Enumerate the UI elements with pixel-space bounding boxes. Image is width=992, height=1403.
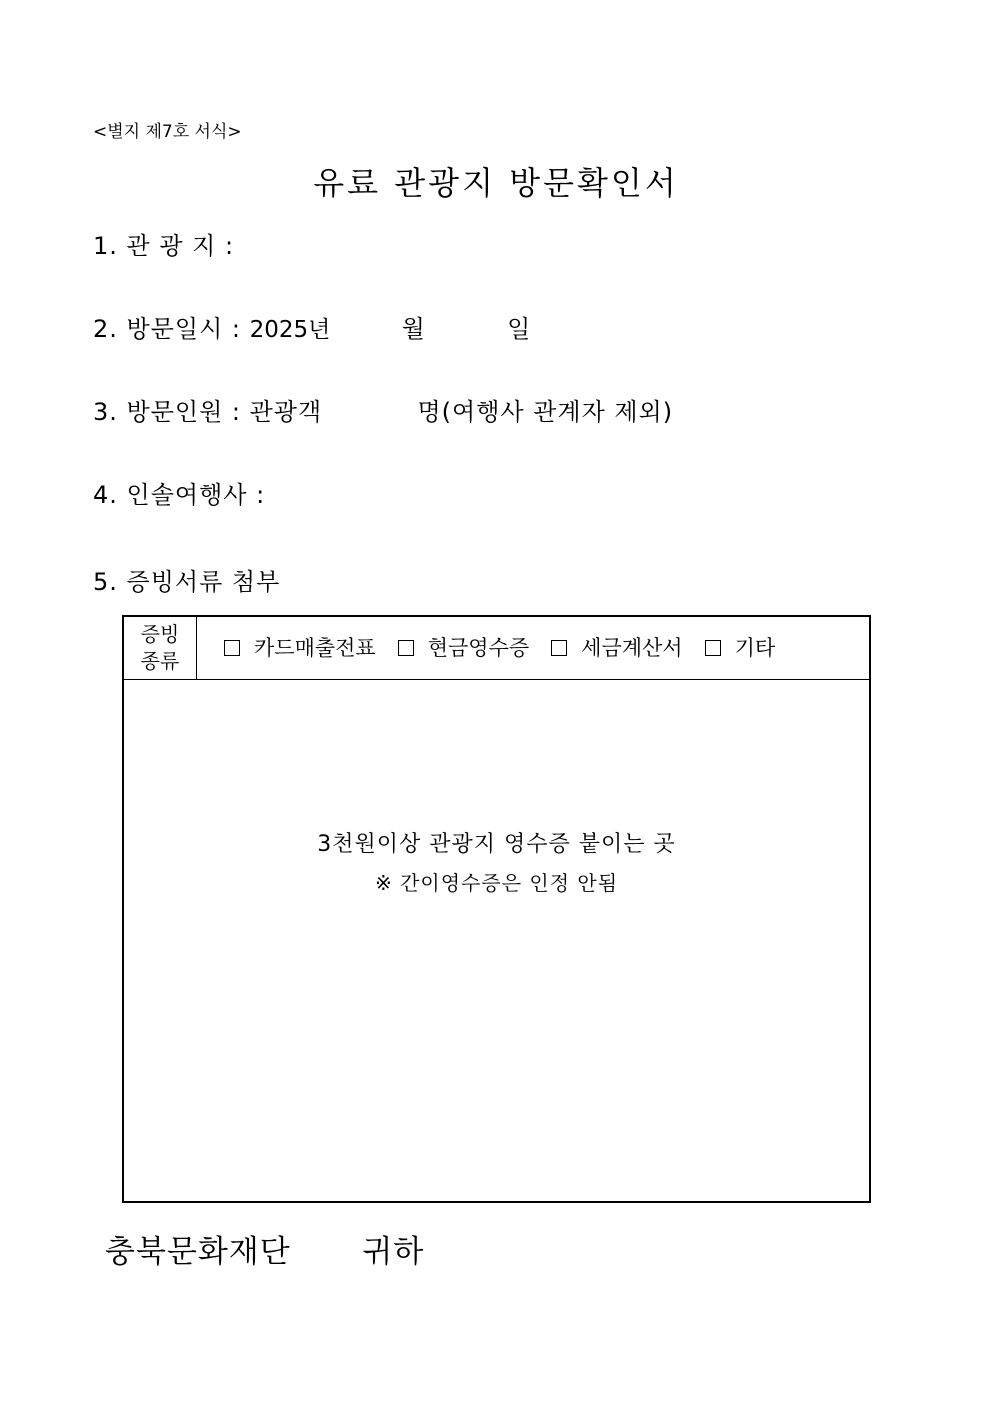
field-agency [93, 475, 265, 510]
option-tax-invoice[interactable] [551, 632, 682, 662]
checkbox-icon[interactable] [705, 640, 721, 656]
option-label: 세금계산서 [581, 636, 683, 660]
option-other[interactable] [705, 632, 776, 662]
checkbox-icon[interactable] [551, 640, 567, 656]
addressee-suffix: 귀하 [362, 1234, 425, 1270]
evidence-type-label-line1: 증빙 [140, 622, 180, 646]
evidence-type-label-line2: 종류 [140, 649, 180, 673]
field-documents [93, 562, 280, 597]
visitor-unit: 명(여행사 관계자 제외) [417, 398, 674, 426]
evidence-options [224, 632, 775, 662]
visit-year: 2025년 [249, 317, 331, 343]
field-site [93, 226, 234, 261]
option-label: 카드매출전표 [254, 636, 376, 660]
field-site-label: 1. 관 광 지 : [93, 232, 235, 260]
field-visit-date-label: 2. 방문일시 : [93, 315, 241, 343]
field-visitors [93, 392, 673, 427]
field-agency-label: 4. 인솔여행사 : [93, 481, 266, 509]
visit-day: 일 [507, 315, 532, 343]
evidence-box [122, 615, 871, 1203]
visit-month: 월 [401, 315, 426, 343]
document-title: 유료 관광지 방문확인서 [313, 164, 679, 202]
visitor-kind: 관광객 [249, 398, 323, 426]
receipt-area-note: 3천원이상 관광지 영수증 붙이는 곳 [317, 832, 676, 857]
evidence-type-label [124, 617, 197, 679]
evidence-type-row [124, 617, 869, 680]
addressee [105, 1226, 424, 1271]
checkbox-icon[interactable] [224, 640, 240, 656]
field-visit-date [93, 309, 531, 344]
addressee-org: 충북문화재단 [105, 1234, 291, 1270]
option-card-slip[interactable] [224, 632, 376, 662]
option-cash-receipt[interactable] [398, 632, 529, 662]
field-visitors-label: 3. 방문인원 : [93, 398, 241, 426]
field-documents-label: 5. 증빙서류 첨부 [93, 568, 281, 596]
receipt-area-subnote: ※ 간이영수증은 인정 안됨 [374, 871, 619, 895]
form-number: <별지 제7호 서식> [93, 122, 242, 142]
checkbox-icon[interactable] [398, 640, 414, 656]
option-label: 현금영수증 [427, 636, 530, 660]
option-label: 기타 [734, 636, 776, 660]
